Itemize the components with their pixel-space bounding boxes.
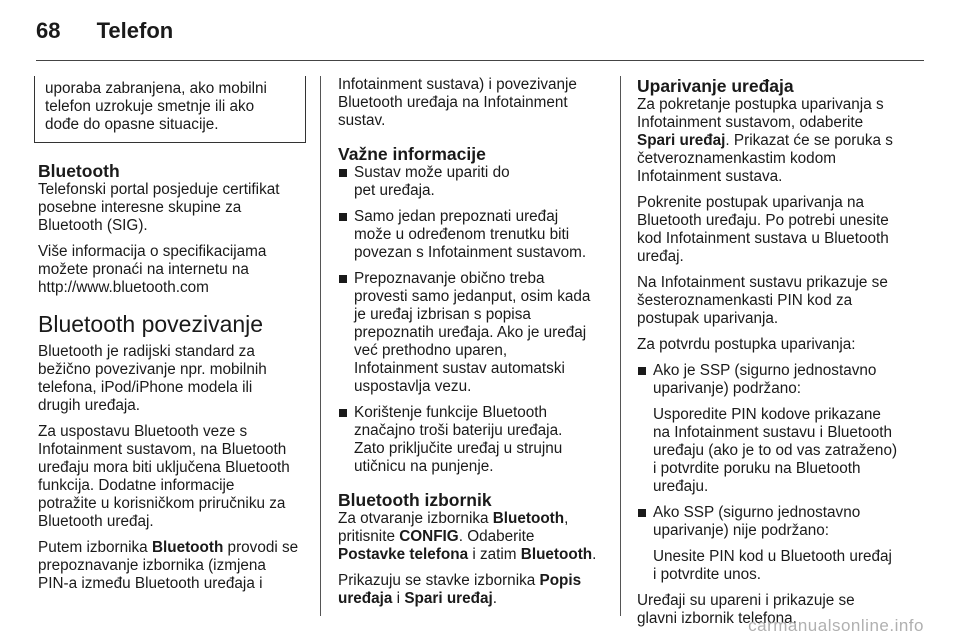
text-line: Na Infotainment sustavu prikazuje se [637, 274, 888, 291]
text-line: Zato priključite uređaj u strujnu [354, 440, 563, 457]
text-line: Putem izbornika [38, 539, 152, 556]
column-divider [320, 76, 321, 616]
url-text: http://www.bluetooth.com [38, 279, 209, 296]
text-line: šesteroznamenkasti PIN kod za [637, 292, 853, 309]
text-line: uređaju (ako je to od vas zatraženo) [653, 442, 898, 459]
text-line: Pokrenite postupak uparivanja na [637, 194, 865, 211]
text-line: i zatim [468, 546, 521, 563]
text-line: . [592, 546, 597, 563]
text-line: . Odaberite [458, 528, 535, 545]
list-item [637, 362, 912, 496]
text-line: telefona, iPod/iPhone modela ili [38, 379, 253, 396]
text-line: uparivanje) nije podržano: [653, 522, 830, 539]
text-line: Infotainment sustav automatski [354, 360, 565, 377]
important-list [338, 164, 604, 476]
text-line: Bluetooth (SIG). [38, 217, 148, 234]
text-line: Korištenje funkcije Bluetooth [354, 404, 548, 421]
paragraph [38, 539, 306, 593]
header-rule [36, 60, 924, 61]
text-line: je uređaj izbrisan s popisa [354, 306, 531, 323]
list-item [338, 404, 604, 476]
warning-box [34, 76, 306, 143]
text-line: Spari uređaj [404, 590, 493, 607]
important-heading: Važne informacije [338, 144, 486, 164]
text-line: Uređaji su upareni i prikazuje se [637, 592, 855, 609]
bluetooth-heading: Bluetooth [38, 161, 120, 181]
text-line: provodi se [223, 539, 299, 556]
text-line: CONFIG [399, 528, 459, 545]
warning-line: dođe do opasne situacije. [45, 116, 219, 133]
list-item [338, 270, 604, 396]
text-line [653, 548, 912, 584]
list-item [338, 164, 604, 200]
text-line: Ako SSP (sigurno jednostavno [653, 504, 861, 521]
text-line: sustav. [338, 112, 386, 129]
text-line: Bluetooth uređaja na Infotainment [338, 94, 568, 111]
text-line: funkcija. Dodatne informacije [38, 477, 235, 494]
text-line: već prethodno uparen, [354, 342, 508, 359]
page-header [36, 18, 173, 44]
paragraph: Za potvrdu postupka uparivanja: [637, 336, 856, 353]
warning-line: uporaba zabranjena, ako mobilni [45, 80, 267, 97]
paragraph [38, 181, 306, 235]
text-line: provesti samo jedanput, osim kada [354, 288, 591, 305]
watermark: carmanualsonline.info [748, 616, 924, 635]
text-line: Samo jedan prepoznati uređaj [354, 208, 559, 225]
text-line: Za pokretanje postupka uparivanja s [637, 96, 884, 113]
pairing-list [637, 362, 912, 584]
text-line: pet uređaja. [354, 182, 435, 199]
text-line: i potvrdite unos. [653, 566, 761, 583]
list-item [338, 208, 604, 262]
text-line: drugih uređaja. [38, 397, 141, 414]
text-line: kod Infotainment sustava u Bluetooth [637, 230, 889, 247]
text-line: i potvrdite poruku na Bluetooth [653, 460, 861, 477]
text-line: . [492, 590, 497, 607]
column-divider [620, 76, 621, 616]
text-line [653, 504, 912, 540]
text-line: četveroznamenkastim kodom [637, 150, 836, 167]
paragraph [338, 510, 604, 564]
pairing-heading: Uparivanje uređaja [637, 76, 794, 96]
text-line: uspostavlja vezu. [354, 378, 472, 395]
connection-heading: Bluetooth povezivanje [38, 311, 264, 337]
paragraph [637, 96, 912, 186]
paragraph [637, 274, 912, 328]
text-line [653, 406, 912, 496]
text-line: Spari uređaj [637, 132, 726, 149]
text-line: Infotainment sustavom, na Bluetooth [38, 441, 287, 458]
text-line: prepoznatih uređaja. Ako je uređaj [354, 324, 587, 341]
text-line: Prikazuju se stavke izbornika [338, 572, 540, 589]
page-number: 68 [36, 18, 61, 43]
text-line: možete pronaći na internetu na [38, 261, 249, 278]
warning-line: telefon uzrokuje smetnje ili ako [45, 98, 255, 115]
text-line: značajno troši bateriju uređaja. [354, 422, 563, 439]
bluetooth-menu-heading: Bluetooth izbornik [338, 490, 492, 510]
text-line: postupak uparivanja. [637, 310, 779, 327]
text-line: Usporedite PIN kodove prikazane [653, 406, 881, 423]
text-line: . Prikazat će se poruka s [725, 132, 893, 149]
text-line: posebne interesne skupine za [38, 199, 242, 216]
text-line: Bluetooth [492, 510, 565, 527]
text-line: Više informacija o specifikacijama [38, 243, 267, 260]
text-line: Infotainment sustava. [637, 168, 783, 185]
text-line: Popis [539, 572, 582, 589]
text-line: uparivanje) podržano: [653, 380, 801, 397]
section-title: Telefon [96, 18, 174, 43]
list-item [637, 504, 912, 584]
text-line: Sustav može upariti do [354, 164, 510, 181]
text-line: Za uspostavu Bluetooth veze s [38, 423, 248, 440]
text-line: Unesite PIN kod u Bluetooth uređaj [653, 548, 892, 565]
paragraph [338, 572, 604, 608]
column-middle [338, 76, 604, 616]
text-line: Prepoznavanje obično treba [354, 270, 545, 287]
text-line: Infotainment sustava) i povezivanje [338, 76, 577, 93]
text-line: Bluetooth [520, 546, 593, 563]
text-line: Za otvaranje izbornika [338, 510, 493, 527]
text-line: uređaja [338, 590, 393, 607]
text-line: PIN-a između Bluetooth uređaja i [38, 575, 263, 592]
text-line: povezan s Infotainment sustavom. [354, 244, 587, 261]
column-left [38, 76, 306, 601]
text-line: može u određenom trenutku biti [354, 226, 570, 243]
paragraph [38, 243, 306, 297]
text-line: Ako je SSP (sigurno jednostavno [653, 362, 877, 379]
text-line: pritisnite [338, 528, 400, 545]
text-line: glavni izbornik telefona. [637, 610, 797, 627]
text-line: i [392, 590, 405, 607]
text-line: prepoznavanje izbornika (izmjena [38, 557, 266, 574]
text-line: uređaju. [653, 478, 709, 495]
text-line: utičnicu na punjenje. [354, 458, 494, 475]
text-line: potražite u korisničkom priručniku za [38, 495, 286, 512]
text-line: uređaj. [637, 248, 684, 265]
text-line: Bluetooth uređaj. [38, 513, 154, 530]
text-line: Postavke telefona [338, 546, 469, 563]
text-line: na Infotainment sustavu i Bluetooth [653, 424, 892, 441]
paragraph [338, 76, 604, 130]
text-line: Infotainment sustavom, odaberite [637, 114, 864, 131]
column-right [637, 76, 912, 636]
menu-name: Bluetooth [151, 539, 224, 556]
paragraph [38, 343, 306, 415]
text-line [653, 362, 912, 398]
text-line: uređaju mora biti uključena Bluetooth [38, 459, 290, 476]
text-line: , [564, 510, 569, 527]
text-line: bežično povezivanje npr. mobilnih [38, 361, 267, 378]
text-line: Telefonski portal posjeduje certifikat [38, 181, 280, 198]
text-line: Bluetooth uređaju. Po potrebi unesite [637, 212, 889, 229]
paragraph [38, 423, 306, 531]
paragraph [637, 194, 912, 266]
text-line: Bluetooth je radijski standard za [38, 343, 255, 360]
